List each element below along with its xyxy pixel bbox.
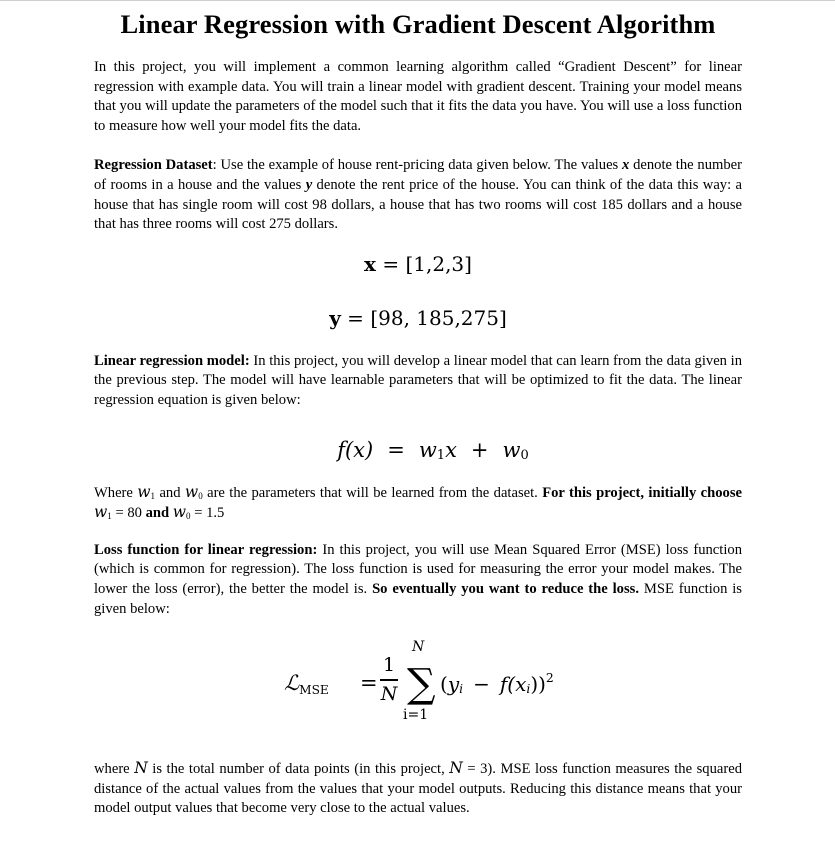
loss-text-2: MSE function is given below: [94, 580, 742, 617]
mse-lhs: ℒ$_{MSE}$ [284, 671, 329, 698]
params-w0-value: = 1.5 [190, 505, 225, 522]
model-heading: Linear regression model: [94, 352, 250, 369]
mse-sum-lower: i=1 [403, 707, 429, 724]
params-w1: w [137, 482, 151, 501]
mse-term: $(y_i - f(x_i))^2$ [440, 670, 554, 697]
loss-paragraph [94, 541, 742, 619]
params-text-1: Where [94, 484, 138, 501]
linear-model-x: x [445, 437, 457, 462]
params-w0-b: w [172, 503, 187, 522]
mse-lhs-subscript: MSE [299, 683, 329, 698]
dataset-text-3: denote the rent price of the house. You can think of the data this way: a house that has single room will cost 98 dollars, a house that has two rooms will cost 185 dollars and a house that has three rooms will cost 275 dollars. [94, 176, 742, 233]
x-equation-label: x [364, 251, 376, 276]
dataset-heading: Regression Dataset [94, 157, 213, 174]
params-bold-1: For this project, initially choose [542, 484, 742, 501]
y-equation-values: [98, 185,275] [370, 305, 507, 330]
y-equation-label: y [329, 305, 341, 330]
loss-text-1: In this project, you will use Mean Squared Error (MSE) loss function (which is common for regression). The loss function is used for measuring the error your model makes. The lower the loss (error), the better the model is. [94, 541, 742, 597]
params-text-2: and [155, 484, 185, 501]
dataset-var-y: y [305, 176, 313, 193]
closing-N2: N [449, 759, 463, 778]
params-w0: w [184, 482, 199, 501]
mse-term-f: f(x [499, 672, 527, 697]
x-equation: x = [1,2,3] [364, 251, 472, 276]
closing-text-2: is the total number of data points (in this project, [147, 761, 450, 778]
params-w1-value: = 80 [111, 505, 142, 522]
dataset-var-x: x [622, 157, 630, 174]
params-text-3: are the parameters that will be learned from the dataset. [202, 484, 543, 501]
mse-equals: = [360, 671, 378, 696]
y-equation: y = [98, 185,275] [329, 305, 507, 330]
linear-model-w0: w [502, 437, 521, 462]
mse-formula [94, 641, 742, 737]
sigma-icon: ∑ [407, 661, 436, 708]
closing-text-3: = 3). MSE loss function measures the squared distance of the actual values from the values that your model outputs. Reducing this distance means that your model output values that become very close to the actual values. [94, 761, 742, 817]
closing-text-1: where [94, 761, 135, 778]
dataset-text-2: denote the number of rooms in a house and the values [94, 157, 742, 193]
dataset-text-1: : Use the example of house rent-pricing data given below. The values [212, 157, 623, 174]
mse-exponent: 2 [545, 670, 554, 686]
mse-denominator: N [380, 682, 398, 705]
dataset-paragraph [94, 156, 742, 234]
linear-model-w1: w [418, 437, 437, 462]
loss-heading: Loss function for linear regression: [94, 541, 318, 558]
linear-model-equation: $f(x) = w_1x + w_0$ [337, 437, 529, 463]
loss-bold: So eventually you want to reduce the loss. [372, 580, 639, 597]
x-equation-values: [1,2,3] [405, 251, 472, 276]
mse-fraction-bar [380, 679, 398, 681]
mse-fraction [380, 653, 398, 706]
model-text: In this project, you will develop a linear model that can learn from the data given in the previous step. The model will have learnable parameters that will be optimized to fit the data. The linear regression equation is given below: [94, 352, 742, 408]
closing-paragraph [94, 759, 742, 819]
mse-term-y: y [447, 672, 460, 697]
document-page [94, 8, 742, 819]
params-w1-b: w [94, 503, 108, 522]
mse-sum-upper: N [412, 639, 425, 656]
params-bold-and: and [141, 505, 173, 522]
top-rule [0, 0, 835, 1]
linear-model-lhs: f(x) [337, 437, 374, 462]
intro-paragraph: In this project, you will implement a common learning algorithm called “Gradient Descent” for linear regression with example data. You will train a linear model with gradient descent. Training your model means that you will update the parameters of the model such that it fits the data you have. You will use a loss function to measure how well your model fits the data. [94, 59, 742, 134]
parameters-paragraph: Where $w_1$ and $w_0$ are the parameters that will be learned from the dataset. For this project, initially choose $w_1 = 80$ and $w_0 = 1.5$ [94, 482, 742, 522]
page-title: Linear Regression with Gradient Descent Algorithm [120, 9, 716, 39]
closing-N: N [134, 759, 148, 778]
model-paragraph [94, 352, 742, 411]
mse-numerator: 1 [382, 654, 396, 677]
